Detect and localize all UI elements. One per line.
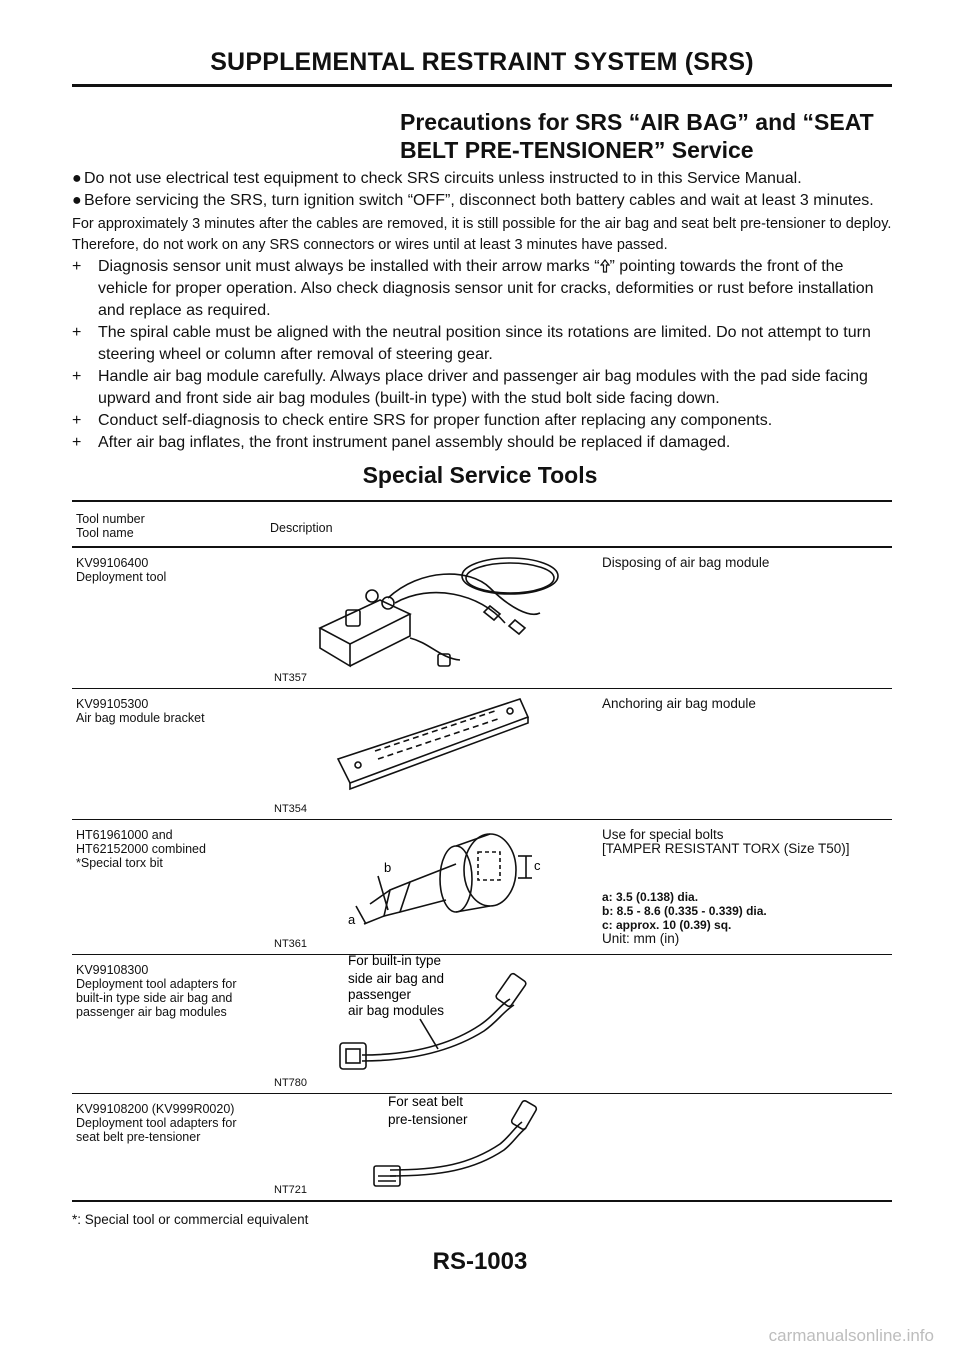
figure-code: NT721 [274,1184,308,1196]
plus-bullet-icon: + [72,324,82,341]
tools-table [72,500,892,1202]
svg-text:For seat belt: For seat belt [388,1094,464,1109]
figure-code: NT780 [274,1077,308,1089]
tool-id: KV99108300 Deployment tool adapters for built-in type side air bag and passenger air bag modules [76,963,237,1019]
bullet-icon: ● [72,170,82,187]
tools-section-title: Special Service Tools [362,462,598,488]
table-row [72,955,892,1094]
header-description: Description [270,521,333,535]
dimension-label-c: c [534,858,541,873]
svg-text:For built-in type: For built-in type [348,955,442,968]
precaution-note: For approximately 3 minutes after the cables are removed, it is still possible for the air bag and seat belt pre-tensioner to deploy. Therefore, do not work on any SRS connectors or wires until at least 3 minutes have passed. [72,216,892,253]
precaution-item: ● Before servicing the SRS, turn ignition switch “OFF”, disconnect both battery cables and wait at least 3 minutes. [72,190,892,212]
precautions-body [72,168,892,454]
tool-description: Disposing of air bag module [602,555,770,570]
table-row [72,820,892,955]
precaution-item: + Conduct self-diagnosis to check entire SRS for proper function after replacing any components. [72,410,892,432]
svg-text:side air bag and: side air bag and [348,971,445,986]
figure-code: NT361 [274,938,308,950]
pretensioner-adapter-illustration [270,1094,600,1200]
tool-description: Use for special bolts [TAMPER RESISTANT TORX (Size T50)] a: 3.5 (0.138) dia. b: 8.5 - 8.6 (0.335 - 0.339) dia. c: approx. 10 (0.39) sq. Unit: mm (in) [602,827,850,946]
bracket-illustration [270,689,600,819]
adapter-illustration [270,955,600,1093]
adapter-harness-icon [270,955,600,1093]
tool-id: KV99106400 Deployment tool [76,556,167,584]
precaution-item: + The spiral cable must be aligned with the neutral position since its rotations are limited. Do not attempt to turn steering wheel or column after removal of steering gear. [72,324,871,363]
precautions-title-line2: BELT PRE-TENSIONER” Service [400,137,754,163]
plus-bullet-icon: + [72,258,82,275]
precautions-title [400,108,900,164]
table-footnote: *: Special tool or commercial equivalent [72,1212,309,1227]
svg-text:pre-tensioner: pre-tensioner [388,1112,468,1127]
page-number: RS-1003 [432,1248,528,1275]
plus-bullet-icon: + [72,434,82,451]
pretensioner-harness-icon [270,1094,600,1200]
figure-code: NT354 [274,803,308,815]
bullet-icon: ● [72,192,82,209]
table-row [72,1094,892,1202]
torx-bit-illustration [270,820,600,954]
tool-description: Anchoring air bag module [602,696,756,711]
arrow-mark-icon [600,259,610,273]
svg-text:air bag modules: air bag modules [348,1003,445,1018]
header-tool-number: Tool number Tool name [76,512,145,540]
watermark: carmanualsonline.info [768,1326,934,1345]
plus-bullet-icon: + [72,412,82,429]
precaution-item: + Diagnosis sensor unit must always be installed with their arrow marks “ ” pointing towards the front of the vehicle for proper operation. Also check diagnosis sensor unit for cracks, deformities or rust before installation and replace as required. [72,258,874,319]
tool-id: HT61961000 and HT62152000 combined *Special torx bit [76,828,206,870]
precautions-title-line1: Precautions for SRS “AIR BAG” and “SEAT [400,109,874,135]
precaution-item: ● Do not use electrical test equipment to check SRS circuits unless instructed to in this Service Manual. [72,168,892,190]
tool-id: KV99105300 Air bag module bracket [76,697,205,725]
page-header-title: SUPPLEMENTAL RESTRAINT SYSTEM (SRS) [210,48,754,76]
svg-text:passenger: passenger [348,987,412,1002]
torx-bit-icon [270,820,600,954]
dimension-label-b: b [384,860,392,875]
header-rule [72,84,892,87]
tools-table-header [72,500,892,548]
precaution-item: + After air bag inflates, the front instrument panel assembly should be replaced if damaged. [72,432,892,454]
table-row [72,689,892,820]
figure-code: NT357 [274,672,308,684]
table-row [72,548,892,689]
dimension-label-a: a [348,912,356,927]
tool-id: KV99108200 (KV999R0020) Deployment tool adapters for seat belt pre-tensioner [76,1102,237,1144]
bracket-icon [270,689,600,819]
deployment-tool-icon [270,548,600,688]
deployment-tool-illustration [270,548,600,688]
precaution-item: + Handle air bag module carefully. Always place driver and passenger air bag modules with the pad side facing upward and front side air bag modules (built-in type) with the stud bolt side facing down. [72,368,868,407]
plus-bullet-icon: + [72,368,82,385]
